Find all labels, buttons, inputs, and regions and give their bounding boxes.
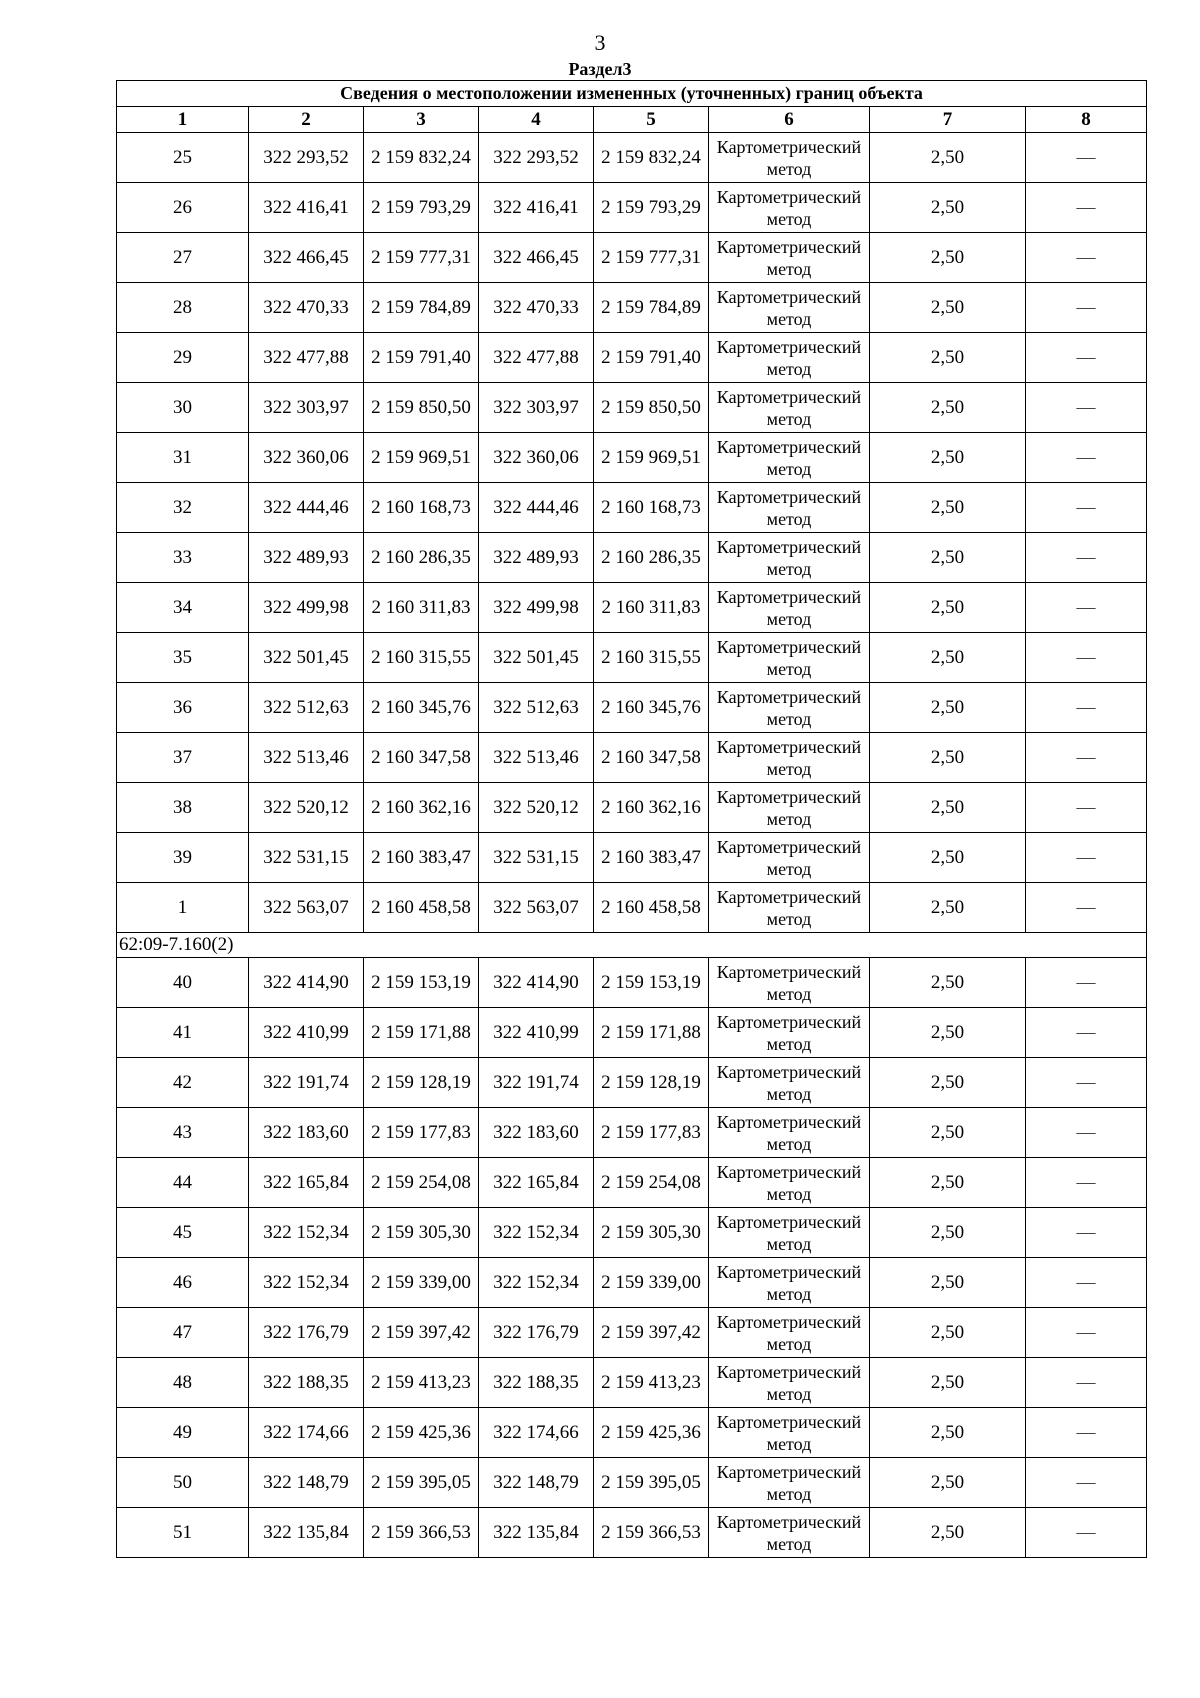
cell-y-old: 2 160 311,83: [364, 583, 479, 633]
table-body: [117, 133, 1147, 1558]
cell-x-new: 322 188,35: [479, 1358, 594, 1408]
cell-y-old: 2 160 345,76: [364, 683, 479, 733]
table-row: [117, 1058, 1147, 1108]
cell-accuracy: 2,50: [870, 1258, 1026, 1308]
column-header: 8: [1026, 107, 1147, 133]
cell-accuracy: 2,50: [870, 583, 1026, 633]
cell-accuracy: 2,50: [870, 283, 1026, 333]
cell-description: —: [1026, 958, 1147, 1008]
cell-method: Картометрический метод: [709, 1058, 870, 1108]
cell-description: —: [1026, 1258, 1147, 1308]
cell-y-old: 2 159 969,51: [364, 433, 479, 483]
cell-x-new: 322 563,07: [479, 883, 594, 933]
cell-accuracy: 2,50: [870, 183, 1026, 233]
cell-accuracy: 2,50: [870, 533, 1026, 583]
table-row: [117, 958, 1147, 1008]
cell-point-number: 30: [117, 383, 249, 433]
cell-method: Картометрический метод: [709, 283, 870, 333]
cell-y-old: 2 159 425,36: [364, 1408, 479, 1458]
cell-x-new: 322 293,52: [479, 133, 594, 183]
cell-accuracy: 2,50: [870, 1358, 1026, 1408]
cell-x-new: 322 512,63: [479, 683, 594, 733]
cell-y-new: 2 159 128,19: [594, 1058, 709, 1108]
cell-accuracy: 2,50: [870, 633, 1026, 683]
cell-x-new: 322 176,79: [479, 1308, 594, 1358]
cell-point-number: 47: [117, 1308, 249, 1358]
cell-accuracy: 2,50: [870, 133, 1026, 183]
cell-x-new: 322 444,46: [479, 483, 594, 533]
column-header: 4: [479, 107, 594, 133]
cell-point-number: 26: [117, 183, 249, 233]
table-row: [117, 833, 1147, 883]
cell-y-new: 2 159 397,42: [594, 1308, 709, 1358]
cell-x-old: 322 183,60: [249, 1108, 364, 1158]
cell-y-new: 2 159 305,30: [594, 1208, 709, 1258]
cell-method: Картометрический метод: [709, 1458, 870, 1508]
cell-point-number: 40: [117, 958, 249, 1008]
cell-x-old: 322 470,33: [249, 283, 364, 333]
cell-point-number: 28: [117, 283, 249, 333]
table-row: [117, 1508, 1147, 1558]
cell-method: Картометрический метод: [709, 383, 870, 433]
cell-y-old: 2 159 784,89: [364, 283, 479, 333]
cell-accuracy: 2,50: [870, 433, 1026, 483]
cell-description: —: [1026, 1308, 1147, 1358]
cell-point-number: 41: [117, 1008, 249, 1058]
column-header: 6: [709, 107, 870, 133]
cell-x-new: 322 470,33: [479, 283, 594, 333]
table-row: [117, 733, 1147, 783]
cell-accuracy: 2,50: [870, 1108, 1026, 1158]
cell-y-old: 2 160 383,47: [364, 833, 479, 883]
cell-x-new: 322 360,06: [479, 433, 594, 483]
cell-description: —: [1026, 333, 1147, 383]
cell-description: —: [1026, 483, 1147, 533]
cell-point-number: 51: [117, 1508, 249, 1558]
cell-x-old: 322 489,93: [249, 533, 364, 583]
cell-y-old: 2 159 832,24: [364, 133, 479, 183]
cell-point-number: 37: [117, 733, 249, 783]
cell-description: —: [1026, 1458, 1147, 1508]
page-number: 3: [594, 30, 606, 55]
cell-y-old: 2 160 286,35: [364, 533, 479, 583]
cell-x-new: 322 414,90: [479, 958, 594, 1008]
cell-y-new: 2 159 850,50: [594, 383, 709, 433]
table-row: [117, 683, 1147, 733]
table-row: [117, 533, 1147, 583]
cell-point-number: 29: [117, 333, 249, 383]
cell-y-new: 2 160 345,76: [594, 683, 709, 733]
cell-y-new: 2 160 347,58: [594, 733, 709, 783]
cell-accuracy: 2,50: [870, 1208, 1026, 1258]
cell-description: —: [1026, 1508, 1147, 1558]
cell-y-new: 2 160 311,83: [594, 583, 709, 633]
cell-y-old: 2 160 315,55: [364, 633, 479, 683]
cell-x-new: 322 152,34: [479, 1258, 594, 1308]
cell-x-old: 322 499,98: [249, 583, 364, 633]
cell-x-old: 322 501,45: [249, 633, 364, 683]
cell-y-new: 2 160 315,55: [594, 633, 709, 683]
cell-method: Картометрический метод: [709, 633, 870, 683]
table-row: [117, 433, 1147, 483]
cell-y-new: 2 159 395,05: [594, 1458, 709, 1508]
cell-description: —: [1026, 1058, 1147, 1108]
cell-x-new: 322 499,98: [479, 583, 594, 633]
cell-accuracy: 2,50: [870, 1058, 1026, 1108]
cell-x-old: 322 165,84: [249, 1158, 364, 1208]
table-row: [117, 1358, 1147, 1408]
cell-method: Картометрический метод: [709, 683, 870, 733]
cell-method: Картометрический метод: [709, 533, 870, 583]
table-row: [117, 1408, 1147, 1458]
cell-x-new: 322 183,60: [479, 1108, 594, 1158]
cell-x-new: 322 152,34: [479, 1208, 594, 1258]
column-header: 7: [870, 107, 1026, 133]
cell-method: Картометрический метод: [709, 783, 870, 833]
cell-y-old: 2 160 168,73: [364, 483, 479, 533]
cell-x-new: 322 513,46: [479, 733, 594, 783]
cell-y-new: 2 160 168,73: [594, 483, 709, 533]
cell-x-old: 322 191,74: [249, 1058, 364, 1108]
group-label: 62:09-7.160(2): [117, 933, 1147, 958]
cell-y-old: 2 159 413,23: [364, 1358, 479, 1408]
cell-method: Картометрический метод: [709, 433, 870, 483]
cell-accuracy: 2,50: [870, 958, 1026, 1008]
cell-method: Картометрический метод: [709, 733, 870, 783]
table-row: [117, 1008, 1147, 1058]
cell-point-number: 32: [117, 483, 249, 533]
column-header: 1: [117, 107, 249, 133]
cell-method: Картометрический метод: [709, 1258, 870, 1308]
cell-description: —: [1026, 283, 1147, 333]
cell-description: —: [1026, 633, 1147, 683]
cell-x-old: 322 135,84: [249, 1508, 364, 1558]
table-row: [117, 233, 1147, 283]
cell-x-old: 322 176,79: [249, 1308, 364, 1358]
cell-description: —: [1026, 133, 1147, 183]
cell-x-new: 322 477,88: [479, 333, 594, 383]
cell-method: Картометрический метод: [709, 958, 870, 1008]
cell-y-old: 2 159 366,53: [364, 1508, 479, 1558]
cell-accuracy: 2,50: [870, 1408, 1026, 1458]
cell-y-old: 2 160 362,16: [364, 783, 479, 833]
cell-x-old: 322 152,34: [249, 1258, 364, 1308]
cell-method: Картометрический метод: [709, 1208, 870, 1258]
cell-x-new: 322 148,79: [479, 1458, 594, 1508]
cell-y-old: 2 159 777,31: [364, 233, 479, 283]
cell-x-new: 322 520,12: [479, 783, 594, 833]
cell-x-new: 322 135,84: [479, 1508, 594, 1558]
table-row: [117, 133, 1147, 183]
cell-description: —: [1026, 733, 1147, 783]
cell-accuracy: 2,50: [870, 1458, 1026, 1508]
cell-x-old: 322 531,15: [249, 833, 364, 883]
cell-y-new: 2 159 413,23: [594, 1358, 709, 1408]
cell-point-number: 33: [117, 533, 249, 583]
cell-point-number: 45: [117, 1208, 249, 1258]
cell-x-old: 322 444,46: [249, 483, 364, 533]
cell-y-old: 2 159 397,42: [364, 1308, 479, 1358]
cell-method: Картометрический метод: [709, 1008, 870, 1058]
table-row: [117, 183, 1147, 233]
group-label-row: [117, 933, 1147, 958]
cell-x-old: 322 360,06: [249, 433, 364, 483]
cell-y-new: 2 159 177,83: [594, 1108, 709, 1158]
cell-description: —: [1026, 1408, 1147, 1458]
table-row: [117, 883, 1147, 933]
cell-y-old: 2 159 128,19: [364, 1058, 479, 1108]
cell-y-new: 2 160 362,16: [594, 783, 709, 833]
cell-y-new: 2 159 791,40: [594, 333, 709, 383]
cell-y-new: 2 159 969,51: [594, 433, 709, 483]
cell-method: Картометрический метод: [709, 1358, 870, 1408]
cell-accuracy: 2,50: [870, 1158, 1026, 1208]
cell-method: Картометрический метод: [709, 883, 870, 933]
cell-y-old: 2 160 458,58: [364, 883, 479, 933]
cell-x-old: 322 152,34: [249, 1208, 364, 1258]
cell-description: —: [1026, 783, 1147, 833]
cell-x-new: 322 531,15: [479, 833, 594, 883]
table-row: [117, 483, 1147, 533]
cell-description: —: [1026, 683, 1147, 733]
cell-x-new: 322 191,74: [479, 1058, 594, 1108]
cell-y-old: 2 159 850,50: [364, 383, 479, 433]
table-header-row: [117, 107, 1147, 133]
cell-accuracy: 2,50: [870, 1008, 1026, 1058]
cell-point-number: 35: [117, 633, 249, 683]
cell-x-old: 322 414,90: [249, 958, 364, 1008]
cell-y-old: 2 159 153,19: [364, 958, 479, 1008]
cell-description: —: [1026, 1358, 1147, 1408]
cell-description: —: [1026, 883, 1147, 933]
cell-accuracy: 2,50: [870, 783, 1026, 833]
cell-description: —: [1026, 183, 1147, 233]
cell-y-old: 2 159 395,05: [364, 1458, 479, 1508]
cell-description: —: [1026, 433, 1147, 483]
cell-point-number: 27: [117, 233, 249, 283]
table-caption-row: [117, 81, 1147, 107]
cell-point-number: 34: [117, 583, 249, 633]
cell-y-new: 2 159 832,24: [594, 133, 709, 183]
cell-x-old: 322 303,97: [249, 383, 364, 433]
cell-x-old: 322 513,46: [249, 733, 364, 783]
cell-y-new: 2 159 777,31: [594, 233, 709, 283]
table-row: [117, 283, 1147, 333]
cell-y-new: 2 159 366,53: [594, 1508, 709, 1558]
cell-y-new: 2 160 458,58: [594, 883, 709, 933]
cell-x-old: 322 410,99: [249, 1008, 364, 1058]
cell-accuracy: 2,50: [870, 683, 1026, 733]
cell-x-new: 322 489,93: [479, 533, 594, 583]
cell-method: Картометрический метод: [709, 1408, 870, 1458]
cell-description: —: [1026, 383, 1147, 433]
cell-y-new: 2 160 383,47: [594, 833, 709, 883]
cell-x-old: 322 512,63: [249, 683, 364, 733]
cell-accuracy: 2,50: [870, 733, 1026, 783]
cell-method: Картометрический метод: [709, 1508, 870, 1558]
column-header: 3: [364, 107, 479, 133]
cell-description: —: [1026, 1008, 1147, 1058]
cell-x-old: 322 416,41: [249, 183, 364, 233]
cell-description: —: [1026, 1108, 1147, 1158]
cell-method: Картометрический метод: [709, 1158, 870, 1208]
cell-y-old: 2 159 339,00: [364, 1258, 479, 1308]
cell-x-old: 322 174,66: [249, 1408, 364, 1458]
table-row: [117, 1158, 1147, 1208]
section-title: Раздел3: [568, 59, 632, 79]
column-header: 2: [249, 107, 364, 133]
cell-y-new: 2 159 793,29: [594, 183, 709, 233]
cell-method: Картометрический метод: [709, 1108, 870, 1158]
table-row: [117, 333, 1147, 383]
cell-point-number: 1: [117, 883, 249, 933]
cell-description: —: [1026, 833, 1147, 883]
cell-description: —: [1026, 1208, 1147, 1258]
cell-description: —: [1026, 1158, 1147, 1208]
cell-method: Картометрический метод: [709, 133, 870, 183]
cell-accuracy: 2,50: [870, 1508, 1026, 1558]
cell-y-new: 2 159 339,00: [594, 1258, 709, 1308]
cell-description: —: [1026, 533, 1147, 583]
cell-method: Картометрический метод: [709, 183, 870, 233]
cell-y-new: 2 159 254,08: [594, 1158, 709, 1208]
cell-point-number: 43: [117, 1108, 249, 1158]
cell-x-new: 322 466,45: [479, 233, 594, 283]
cell-accuracy: 2,50: [870, 833, 1026, 883]
table-row: [117, 1208, 1147, 1258]
cell-y-new: 2 159 171,88: [594, 1008, 709, 1058]
cell-accuracy: 2,50: [870, 883, 1026, 933]
cell-x-old: 322 466,45: [249, 233, 364, 283]
cell-y-new: 2 159 784,89: [594, 283, 709, 333]
cell-y-new: 2 160 286,35: [594, 533, 709, 583]
cell-method: Картометрический метод: [709, 483, 870, 533]
cell-description: —: [1026, 233, 1147, 283]
cell-x-old: 322 188,35: [249, 1358, 364, 1408]
cell-method: Картометрический метод: [709, 1308, 870, 1358]
cell-x-old: 322 293,52: [249, 133, 364, 183]
table-caption: Сведения о местоположении измененных (уточненных) границ объекта: [117, 81, 1147, 107]
column-header: 5: [594, 107, 709, 133]
cell-method: Картометрический метод: [709, 833, 870, 883]
cell-point-number: 46: [117, 1258, 249, 1308]
cell-point-number: 38: [117, 783, 249, 833]
cell-method: Картометрический метод: [709, 583, 870, 633]
cell-accuracy: 2,50: [870, 483, 1026, 533]
cell-y-old: 2 159 791,40: [364, 333, 479, 383]
cell-x-old: 322 563,07: [249, 883, 364, 933]
cell-y-old: 2 159 793,29: [364, 183, 479, 233]
cell-point-number: 36: [117, 683, 249, 733]
cell-y-old: 2 159 305,30: [364, 1208, 479, 1258]
table-row: [117, 633, 1147, 683]
boundary-coordinates-table: [116, 80, 1147, 1558]
cell-x-new: 322 416,41: [479, 183, 594, 233]
table-row: [117, 583, 1147, 633]
cell-accuracy: 2,50: [870, 333, 1026, 383]
cell-x-old: 322 477,88: [249, 333, 364, 383]
cell-y-new: 2 159 425,36: [594, 1408, 709, 1458]
cell-y-old: 2 159 254,08: [364, 1158, 479, 1208]
cell-point-number: 48: [117, 1358, 249, 1408]
cell-x-new: 322 501,45: [479, 633, 594, 683]
cell-x-old: 322 520,12: [249, 783, 364, 833]
cell-y-old: 2 160 347,58: [364, 733, 479, 783]
cell-point-number: 39: [117, 833, 249, 883]
cell-point-number: 25: [117, 133, 249, 183]
cell-accuracy: 2,50: [870, 383, 1026, 433]
cell-accuracy: 2,50: [870, 1308, 1026, 1358]
cell-x-new: 322 303,97: [479, 383, 594, 433]
table-row: [117, 1108, 1147, 1158]
table-row: [117, 1308, 1147, 1358]
cell-point-number: 50: [117, 1458, 249, 1508]
cell-point-number: 31: [117, 433, 249, 483]
cell-y-old: 2 159 171,88: [364, 1008, 479, 1058]
cell-y-new: 2 159 153,19: [594, 958, 709, 1008]
cell-x-old: 322 148,79: [249, 1458, 364, 1508]
cell-method: Картометрический метод: [709, 233, 870, 283]
table-row: [117, 1258, 1147, 1308]
table-row: [117, 783, 1147, 833]
cell-accuracy: 2,50: [870, 233, 1026, 283]
cell-method: Картометрический метод: [709, 333, 870, 383]
cell-description: —: [1026, 583, 1147, 633]
cell-x-new: 322 410,99: [479, 1008, 594, 1058]
cell-point-number: 49: [117, 1408, 249, 1458]
cell-x-new: 322 174,66: [479, 1408, 594, 1458]
table-row: [117, 383, 1147, 433]
cell-point-number: 44: [117, 1158, 249, 1208]
cell-x-new: 322 165,84: [479, 1158, 594, 1208]
cell-point-number: 42: [117, 1058, 249, 1108]
table-row: [117, 1458, 1147, 1508]
cell-y-old: 2 159 177,83: [364, 1108, 479, 1158]
